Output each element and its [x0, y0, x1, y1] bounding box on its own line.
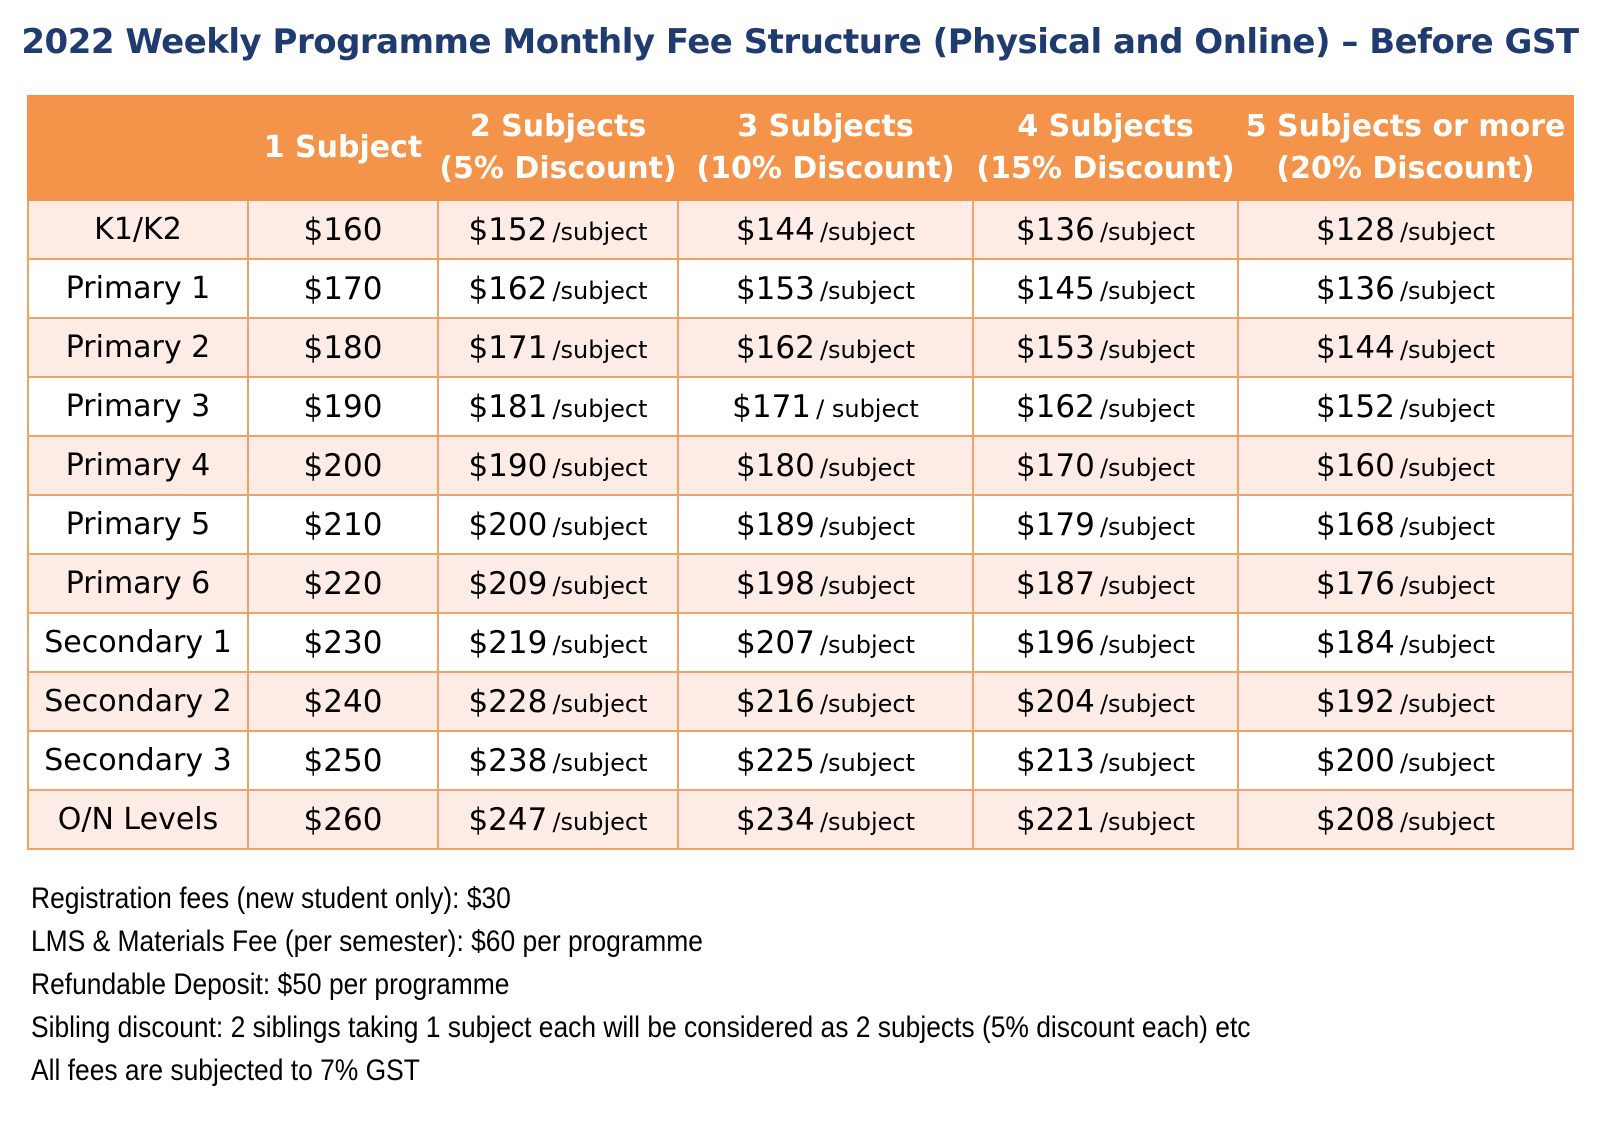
fee-cell-1-subject — [248, 613, 438, 672]
fee-cell-4-subjects — [973, 672, 1238, 731]
fee-unit: /subject — [819, 807, 916, 836]
fee-unit: /subject — [1399, 217, 1496, 246]
fee-cell-4-subjects — [973, 613, 1238, 672]
fee-amount: $176 — [1315, 565, 1395, 602]
fee-note: LMS & Materials Fee (per semester): $60 per programme — [31, 925, 703, 958]
fee-amount: $247 — [468, 801, 548, 838]
fee-cell-4-subjects — [973, 377, 1238, 436]
fee-amount: $198 — [735, 565, 815, 602]
fee-unit: /subject — [1399, 571, 1496, 600]
fee-cell-1-subject — [248, 318, 438, 377]
fee-unit: /subject — [1099, 217, 1196, 246]
fee-amount: $181 — [468, 388, 548, 425]
fee-amount: $180 — [303, 329, 383, 366]
fee-amount: $136 — [1315, 270, 1395, 307]
page-title: 2022 Weekly Programme Monthly Fee Structure (Physical and Online) – Before GST — [21, 22, 1579, 62]
level-cell — [28, 613, 248, 672]
fee-cell-1-subject — [248, 790, 438, 849]
fee-amount: $153 — [1015, 329, 1095, 366]
fee-unit: /subject — [819, 217, 916, 246]
fee-amount: $179 — [1015, 506, 1095, 543]
fee-table — [27, 95, 1574, 850]
fee-unit: / subject — [816, 394, 919, 423]
fee-amount: $209 — [468, 565, 548, 602]
fee-cell-3-subjects — [678, 790, 973, 849]
level-label: Primary 6 — [65, 566, 211, 601]
level-label: Primary 5 — [65, 507, 211, 542]
fee-unit: /subject — [1399, 335, 1496, 364]
table-row — [28, 495, 1573, 554]
fee-amount: $192 — [1315, 683, 1395, 720]
level-label: Primary 3 — [65, 389, 211, 424]
fee-unit: /subject — [1099, 394, 1196, 423]
fee-unit: /subject — [1399, 748, 1496, 777]
fee-cell-5-subjects — [1238, 613, 1573, 672]
header-4-subjects — [973, 96, 1238, 200]
fee-amount: $162 — [735, 329, 815, 366]
fee-note: All fees are subjected to 7% GST — [31, 1054, 420, 1087]
level-label: Primary 1 — [65, 271, 211, 306]
fee-table-header — [28, 96, 1573, 200]
level-label: Secondary 1 — [44, 625, 232, 660]
table-row — [28, 377, 1573, 436]
fee-unit: /subject — [1399, 394, 1496, 423]
fee-cell-2-subjects — [438, 495, 678, 554]
fee-cell-2-subjects — [438, 731, 678, 790]
fee-amount: $153 — [735, 270, 815, 307]
level-cell — [28, 200, 248, 259]
header-5-subjects-line2: (20% Discount) — [1276, 151, 1535, 186]
fee-amount: $260 — [303, 801, 383, 838]
fee-amount: $234 — [735, 801, 815, 838]
fee-amount: $170 — [1015, 447, 1095, 484]
fee-unit: /subject — [552, 630, 648, 659]
fee-cell-3-subjects — [678, 318, 973, 377]
fee-cell-3-subjects — [678, 554, 973, 613]
fee-cell-4-subjects — [973, 259, 1238, 318]
table-row — [28, 731, 1573, 790]
fee-cell-4-subjects — [973, 200, 1238, 259]
fee-amount: $219 — [468, 624, 548, 661]
fee-cell-4-subjects — [973, 554, 1238, 613]
fee-cell-1-subject — [248, 377, 438, 436]
level-cell — [28, 495, 248, 554]
fee-amount: $190 — [468, 447, 548, 484]
fee-cell-1-subject — [248, 259, 438, 318]
fee-amount: $208 — [1315, 801, 1395, 838]
header-row — [28, 96, 1573, 200]
fee-unit: /subject — [1399, 453, 1496, 482]
fee-amount: $210 — [303, 506, 383, 543]
fee-unit: /subject — [819, 512, 916, 541]
table-row — [28, 554, 1573, 613]
fee-cell-5-subjects — [1238, 554, 1573, 613]
fee-cell-1-subject — [248, 495, 438, 554]
fee-cell-2-subjects — [438, 613, 678, 672]
fee-amount: $162 — [1015, 388, 1095, 425]
fee-amount: $171 — [468, 329, 548, 366]
fee-cell-2-subjects — [438, 554, 678, 613]
level-cell — [28, 731, 248, 790]
table-row — [28, 613, 1573, 672]
fee-amount: $200 — [1315, 742, 1395, 779]
fee-cell-3-subjects — [678, 436, 973, 495]
table-row — [28, 259, 1573, 318]
fee-unit: /subject — [1399, 512, 1496, 541]
fee-cell-3-subjects — [678, 672, 973, 731]
level-label: Secondary 3 — [44, 743, 232, 778]
fee-amount: $240 — [303, 683, 383, 720]
header-3-subjects — [678, 96, 973, 200]
fee-cell-2-subjects — [438, 377, 678, 436]
fee-unit: /subject — [552, 453, 648, 482]
fee-unit: /subject — [1099, 512, 1196, 541]
fee-amount: $168 — [1315, 506, 1395, 543]
fee-unit: /subject — [552, 689, 648, 718]
level-cell — [28, 377, 248, 436]
fee-cell-4-subjects — [973, 495, 1238, 554]
level-cell — [28, 554, 248, 613]
fee-unit: /subject — [1399, 689, 1496, 718]
level-cell — [28, 672, 248, 731]
fee-unit: /subject — [1099, 689, 1196, 718]
table-row — [28, 318, 1573, 377]
fee-cell-5-subjects — [1238, 731, 1573, 790]
fee-cell-3-subjects — [678, 200, 973, 259]
table-row — [28, 790, 1573, 849]
table-row — [28, 200, 1573, 259]
fee-unit: /subject — [552, 748, 648, 777]
header-4-subjects-line2: (15% Discount) — [976, 151, 1235, 186]
fee-cell-1-subject — [248, 731, 438, 790]
header-5-subjects — [1238, 96, 1573, 200]
fee-cell-5-subjects — [1238, 672, 1573, 731]
fee-cell-2-subjects — [438, 672, 678, 731]
fee-table-body — [28, 200, 1573, 849]
fee-unit: /subject — [1099, 807, 1196, 836]
fee-amount: $152 — [468, 211, 548, 248]
fee-amount: $196 — [1015, 624, 1095, 661]
fee-unit: /subject — [819, 630, 916, 659]
fee-amount: $187 — [1015, 565, 1095, 602]
fee-unit: /subject — [1099, 571, 1196, 600]
fee-unit: /subject — [1099, 748, 1196, 777]
header-1-subject-line1: 1 Subject — [263, 130, 423, 165]
fee-amount: $200 — [303, 447, 383, 484]
level-label: K1/K2 — [94, 212, 182, 247]
level-cell — [28, 318, 248, 377]
fee-unit: /subject — [552, 335, 648, 364]
fee-unit: /subject — [1399, 630, 1496, 659]
fee-cell-5-subjects — [1238, 200, 1573, 259]
header-3-subjects-line1: 3 Subjects — [737, 109, 914, 144]
fee-cell-1-subject — [248, 436, 438, 495]
fee-amount: $250 — [303, 742, 383, 779]
fee-amount: $160 — [303, 211, 383, 248]
fee-amount: $213 — [1015, 742, 1095, 779]
fee-amount: $144 — [1315, 329, 1395, 366]
level-label: Primary 4 — [65, 448, 211, 483]
fee-amount: $189 — [735, 506, 815, 543]
fee-cell-1-subject — [248, 200, 438, 259]
fee-amount: $162 — [468, 270, 548, 307]
fee-cell-2-subjects — [438, 200, 678, 259]
fee-cell-2-subjects — [438, 259, 678, 318]
fee-amount: $221 — [1015, 801, 1095, 838]
fee-unit: /subject — [819, 453, 916, 482]
fee-cell-3-subjects — [678, 613, 973, 672]
fee-amount: $144 — [735, 211, 815, 248]
fee-amount: $136 — [1015, 211, 1095, 248]
level-label: Secondary 2 — [44, 684, 232, 719]
level-label: O/N Levels — [57, 802, 219, 837]
fee-cell-5-subjects — [1238, 790, 1573, 849]
fee-amount: $228 — [468, 683, 548, 720]
fee-cell-4-subjects — [973, 318, 1238, 377]
fee-unit: /subject — [552, 276, 648, 305]
fee-unit: /subject — [819, 748, 916, 777]
fee-note: Registration fees (new student only): $30 — [31, 882, 511, 915]
level-cell — [28, 436, 248, 495]
fee-cell-5-subjects — [1238, 259, 1573, 318]
fee-cell-5-subjects — [1238, 436, 1573, 495]
fee-unit: /subject — [552, 571, 648, 600]
fee-amount: $160 — [1315, 447, 1395, 484]
fee-unit: /subject — [1099, 335, 1196, 364]
fee-unit: /subject — [1099, 453, 1196, 482]
fee-amount: $171 — [732, 388, 812, 425]
fee-amount: $200 — [468, 506, 548, 543]
fee-amount: $220 — [303, 565, 383, 602]
fee-cell-3-subjects — [678, 495, 973, 554]
fee-unit: /subject — [552, 807, 648, 836]
fee-unit: /subject — [552, 394, 648, 423]
fee-unit: /subject — [819, 276, 916, 305]
table-row — [28, 672, 1573, 731]
fee-amount: $204 — [1015, 683, 1095, 720]
header-2-subjects-line2: (5% Discount) — [439, 151, 677, 186]
fee-cell-5-subjects — [1238, 495, 1573, 554]
header-1-subject — [248, 96, 438, 200]
fee-amount: $128 — [1315, 211, 1395, 248]
fee-cell-2-subjects — [438, 318, 678, 377]
fee-unit: /subject — [819, 571, 916, 600]
fee-note: Refundable Deposit: $50 per programme — [31, 968, 510, 1001]
fee-cell-2-subjects — [438, 790, 678, 849]
fee-amount: $230 — [303, 624, 383, 661]
fee-cell-3-subjects — [678, 731, 973, 790]
fee-cell-3-subjects — [678, 377, 973, 436]
header-level — [28, 96, 248, 200]
fee-unit: /subject — [819, 689, 916, 718]
level-cell — [28, 259, 248, 318]
fee-cell-4-subjects — [973, 790, 1238, 849]
fee-amount: $184 — [1315, 624, 1395, 661]
fee-cell-5-subjects — [1238, 377, 1573, 436]
fee-cell-2-subjects — [438, 436, 678, 495]
fee-unit: /subject — [1399, 276, 1496, 305]
header-4-subjects-line1: 4 Subjects — [1017, 109, 1194, 144]
fee-amount: $152 — [1315, 388, 1395, 425]
fee-cell-4-subjects — [973, 731, 1238, 790]
header-2-subjects-line1: 2 Subjects — [469, 109, 647, 144]
fee-cell-4-subjects — [973, 436, 1238, 495]
header-3-subjects-line2: (10% Discount) — [696, 151, 955, 186]
fee-unit: /subject — [552, 217, 648, 246]
fee-amount: $180 — [735, 447, 815, 484]
fee-amount: $238 — [468, 742, 548, 779]
header-2-subjects — [438, 96, 678, 200]
fee-unit: /subject — [1099, 630, 1196, 659]
table-row — [28, 436, 1573, 495]
level-label: Primary 2 — [65, 330, 211, 365]
level-cell — [28, 790, 248, 849]
fee-amount: $207 — [735, 624, 815, 661]
fee-unit: /subject — [552, 512, 648, 541]
fee-amount: $225 — [735, 742, 815, 779]
fee-notes — [31, 877, 1250, 1092]
fee-cell-3-subjects — [678, 259, 973, 318]
fee-amount: $216 — [735, 683, 815, 720]
fee-amount: $145 — [1015, 270, 1095, 307]
fee-note: Sibling discount: 2 siblings taking 1 subject each will be considered as 2 subjects (5% discount each) etc — [31, 1011, 1251, 1044]
fee-unit: /subject — [1399, 807, 1496, 836]
fee-unit: /subject — [1099, 276, 1196, 305]
fee-amount: $170 — [303, 270, 383, 307]
fee-cell-5-subjects — [1238, 318, 1573, 377]
header-5-subjects-line1: 5 Subjects or more — [1245, 109, 1566, 144]
fee-cell-1-subject — [248, 554, 438, 613]
fee-unit: /subject — [819, 335, 916, 364]
fee-cell-1-subject — [248, 672, 438, 731]
fee-amount: $190 — [303, 388, 383, 425]
